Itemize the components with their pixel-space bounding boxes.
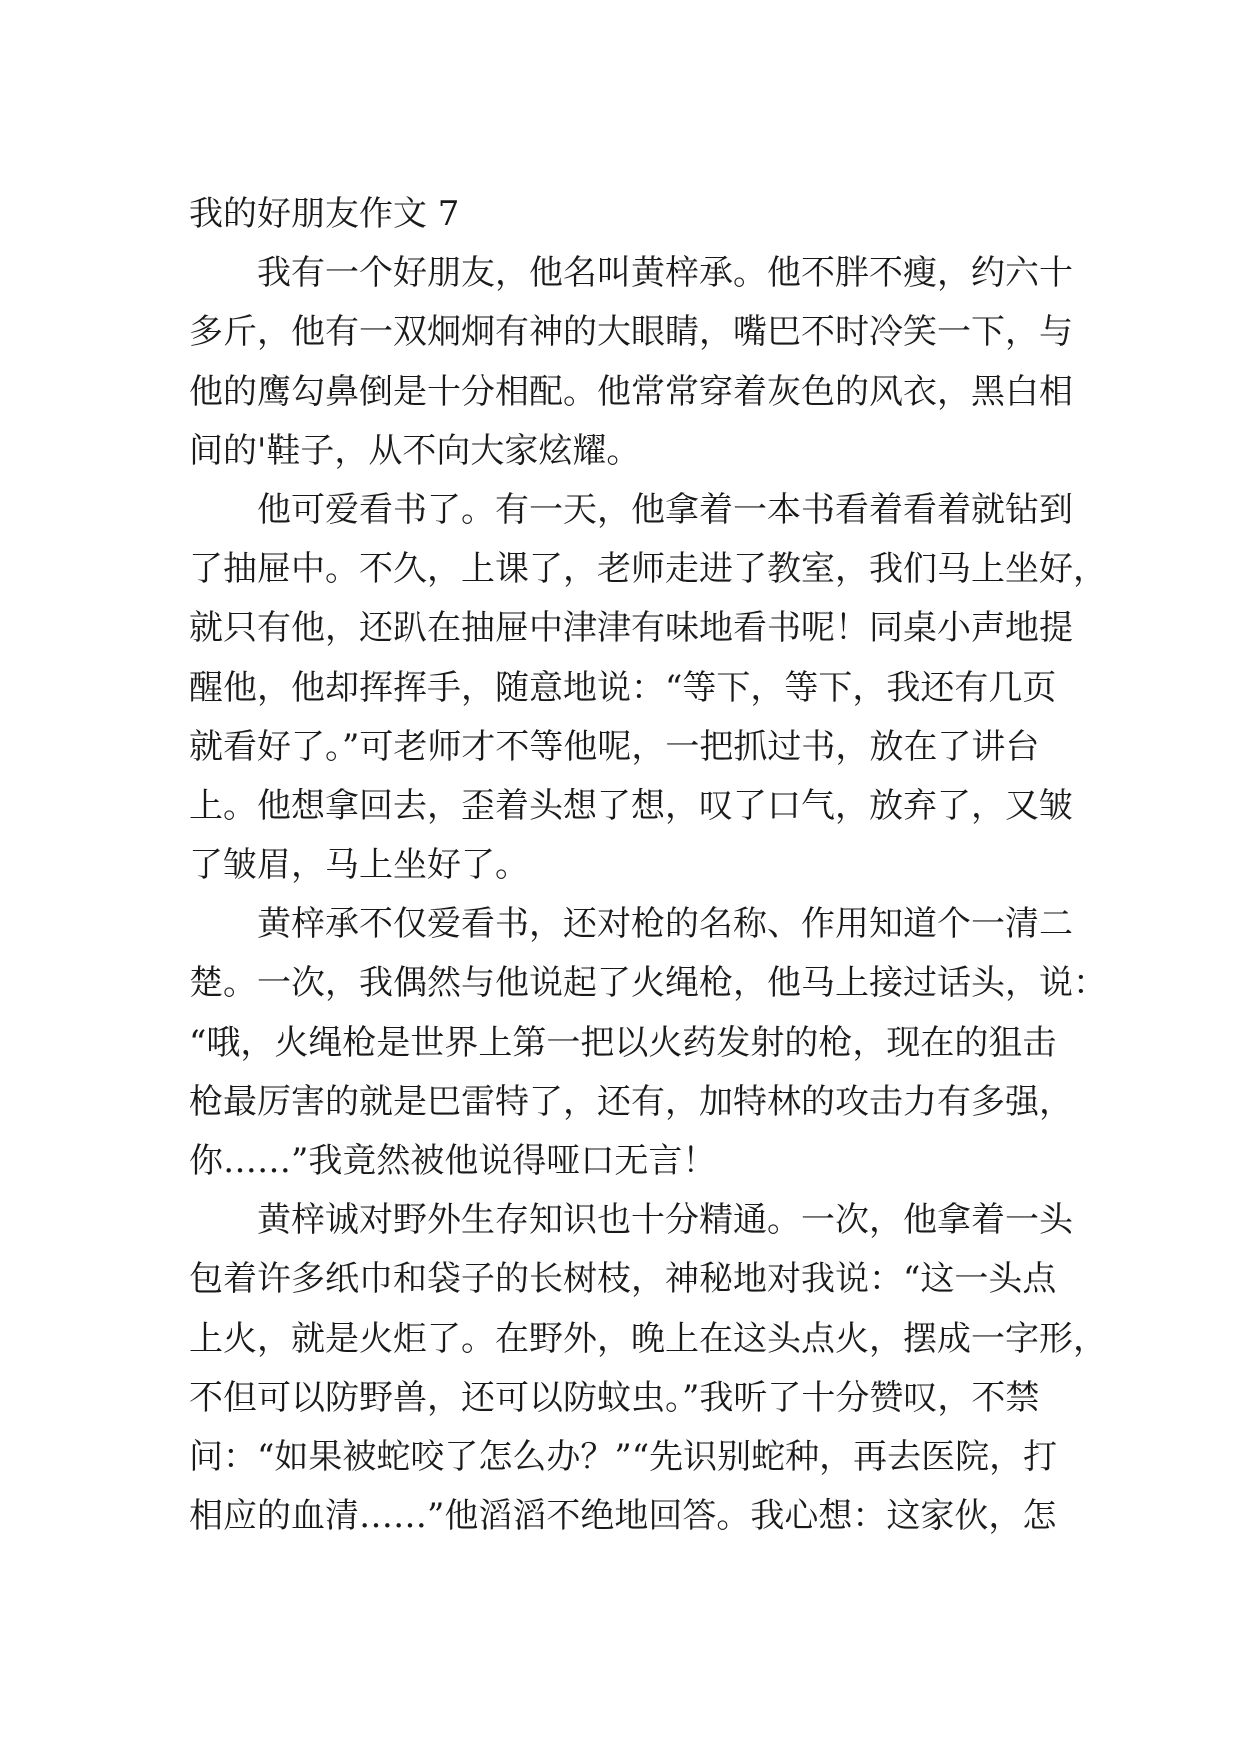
text-line: 了皱眉，马上坐好了。 xyxy=(189,845,529,886)
text-line: 黄梓承不仅爱看书，还对枪的名称、作用知道个一清二 xyxy=(257,904,1073,945)
paragraph-2 xyxy=(189,481,1107,895)
text-line: 醒他，他却挥挥手，随意地说：“等下，等下，我还有几页 xyxy=(189,667,1057,708)
text-line: 多斤，他有一双炯炯有神的大眼睛，嘴巴不时冷笑一下，与 xyxy=(189,312,1073,353)
text-line: 不但可以防野兽，还可以防蚊虫。”我听了十分赞叹，不禁 xyxy=(189,1377,1040,1418)
text-line: 上火，就是火炬了。在野外，晚上在这头点火，摆成一字形， xyxy=(189,1318,1107,1359)
text-line: 包着许多纸巾和袋子的长树枝，神秘地对我说：“这一头点 xyxy=(189,1259,1057,1300)
text-line: 你……”我竟然被他说得哑口无言！ xyxy=(189,1141,717,1182)
text-line: 相应的血清……”他滔滔不绝地回答。我心想：这家伙，怎 xyxy=(189,1496,1057,1537)
text-line: 他的鹰勾鼻倒是十分相配。他常常穿着灰色的风衣，黑白相 xyxy=(189,371,1073,412)
text-line: 间的'鞋子，从不向大家炫耀。 xyxy=(189,430,641,471)
document-title: 我的好朋友作文 7 xyxy=(189,194,460,234)
document-body xyxy=(189,185,1107,1546)
text-line: 了抽屉中。不久，上课了，老师走进了教室，我们马上坐好， xyxy=(189,549,1107,590)
paragraph-3 xyxy=(189,895,1107,1191)
text-line: 他可爱看书了。有一天，他拿着一本书看着看着就钻到 xyxy=(257,489,1073,530)
text-line: 楚。一次，我偶然与他说起了火绳枪，他马上接过话头，说： xyxy=(189,963,1107,1004)
text-line: 上。他想拿回去，歪着头想了想，叹了口气，放弃了，又皱 xyxy=(189,785,1073,826)
text-line: “哦，火绳枪是世界上第一把以火药发射的枪，现在的狙击 xyxy=(189,1022,1057,1063)
text-line: 就只有他，还趴在抽屉中津津有味地看书呢！同桌小声地提 xyxy=(189,608,1073,649)
paragraph-1 xyxy=(189,244,1073,481)
text-line: 问：“如果被蛇咬了怎么办？”“先识别蛇种，再去医院，打 xyxy=(189,1436,1058,1477)
paragraph-4 xyxy=(189,1191,1107,1546)
text-line: 黄梓诚对野外生存知识也十分精通。一次，他拿着一头 xyxy=(257,1200,1073,1241)
text-line: 枪最厉害的就是巴雷特了，还有，加特林的攻击力有多强， xyxy=(189,1081,1073,1122)
text-line: 我有一个好朋友，他名叫黄梓承。他不胖不瘦，约六十 xyxy=(257,253,1073,294)
text-line: 就看好了。”可老师才不等他呢，一把抓过书，放在了讲台 xyxy=(189,726,1040,767)
